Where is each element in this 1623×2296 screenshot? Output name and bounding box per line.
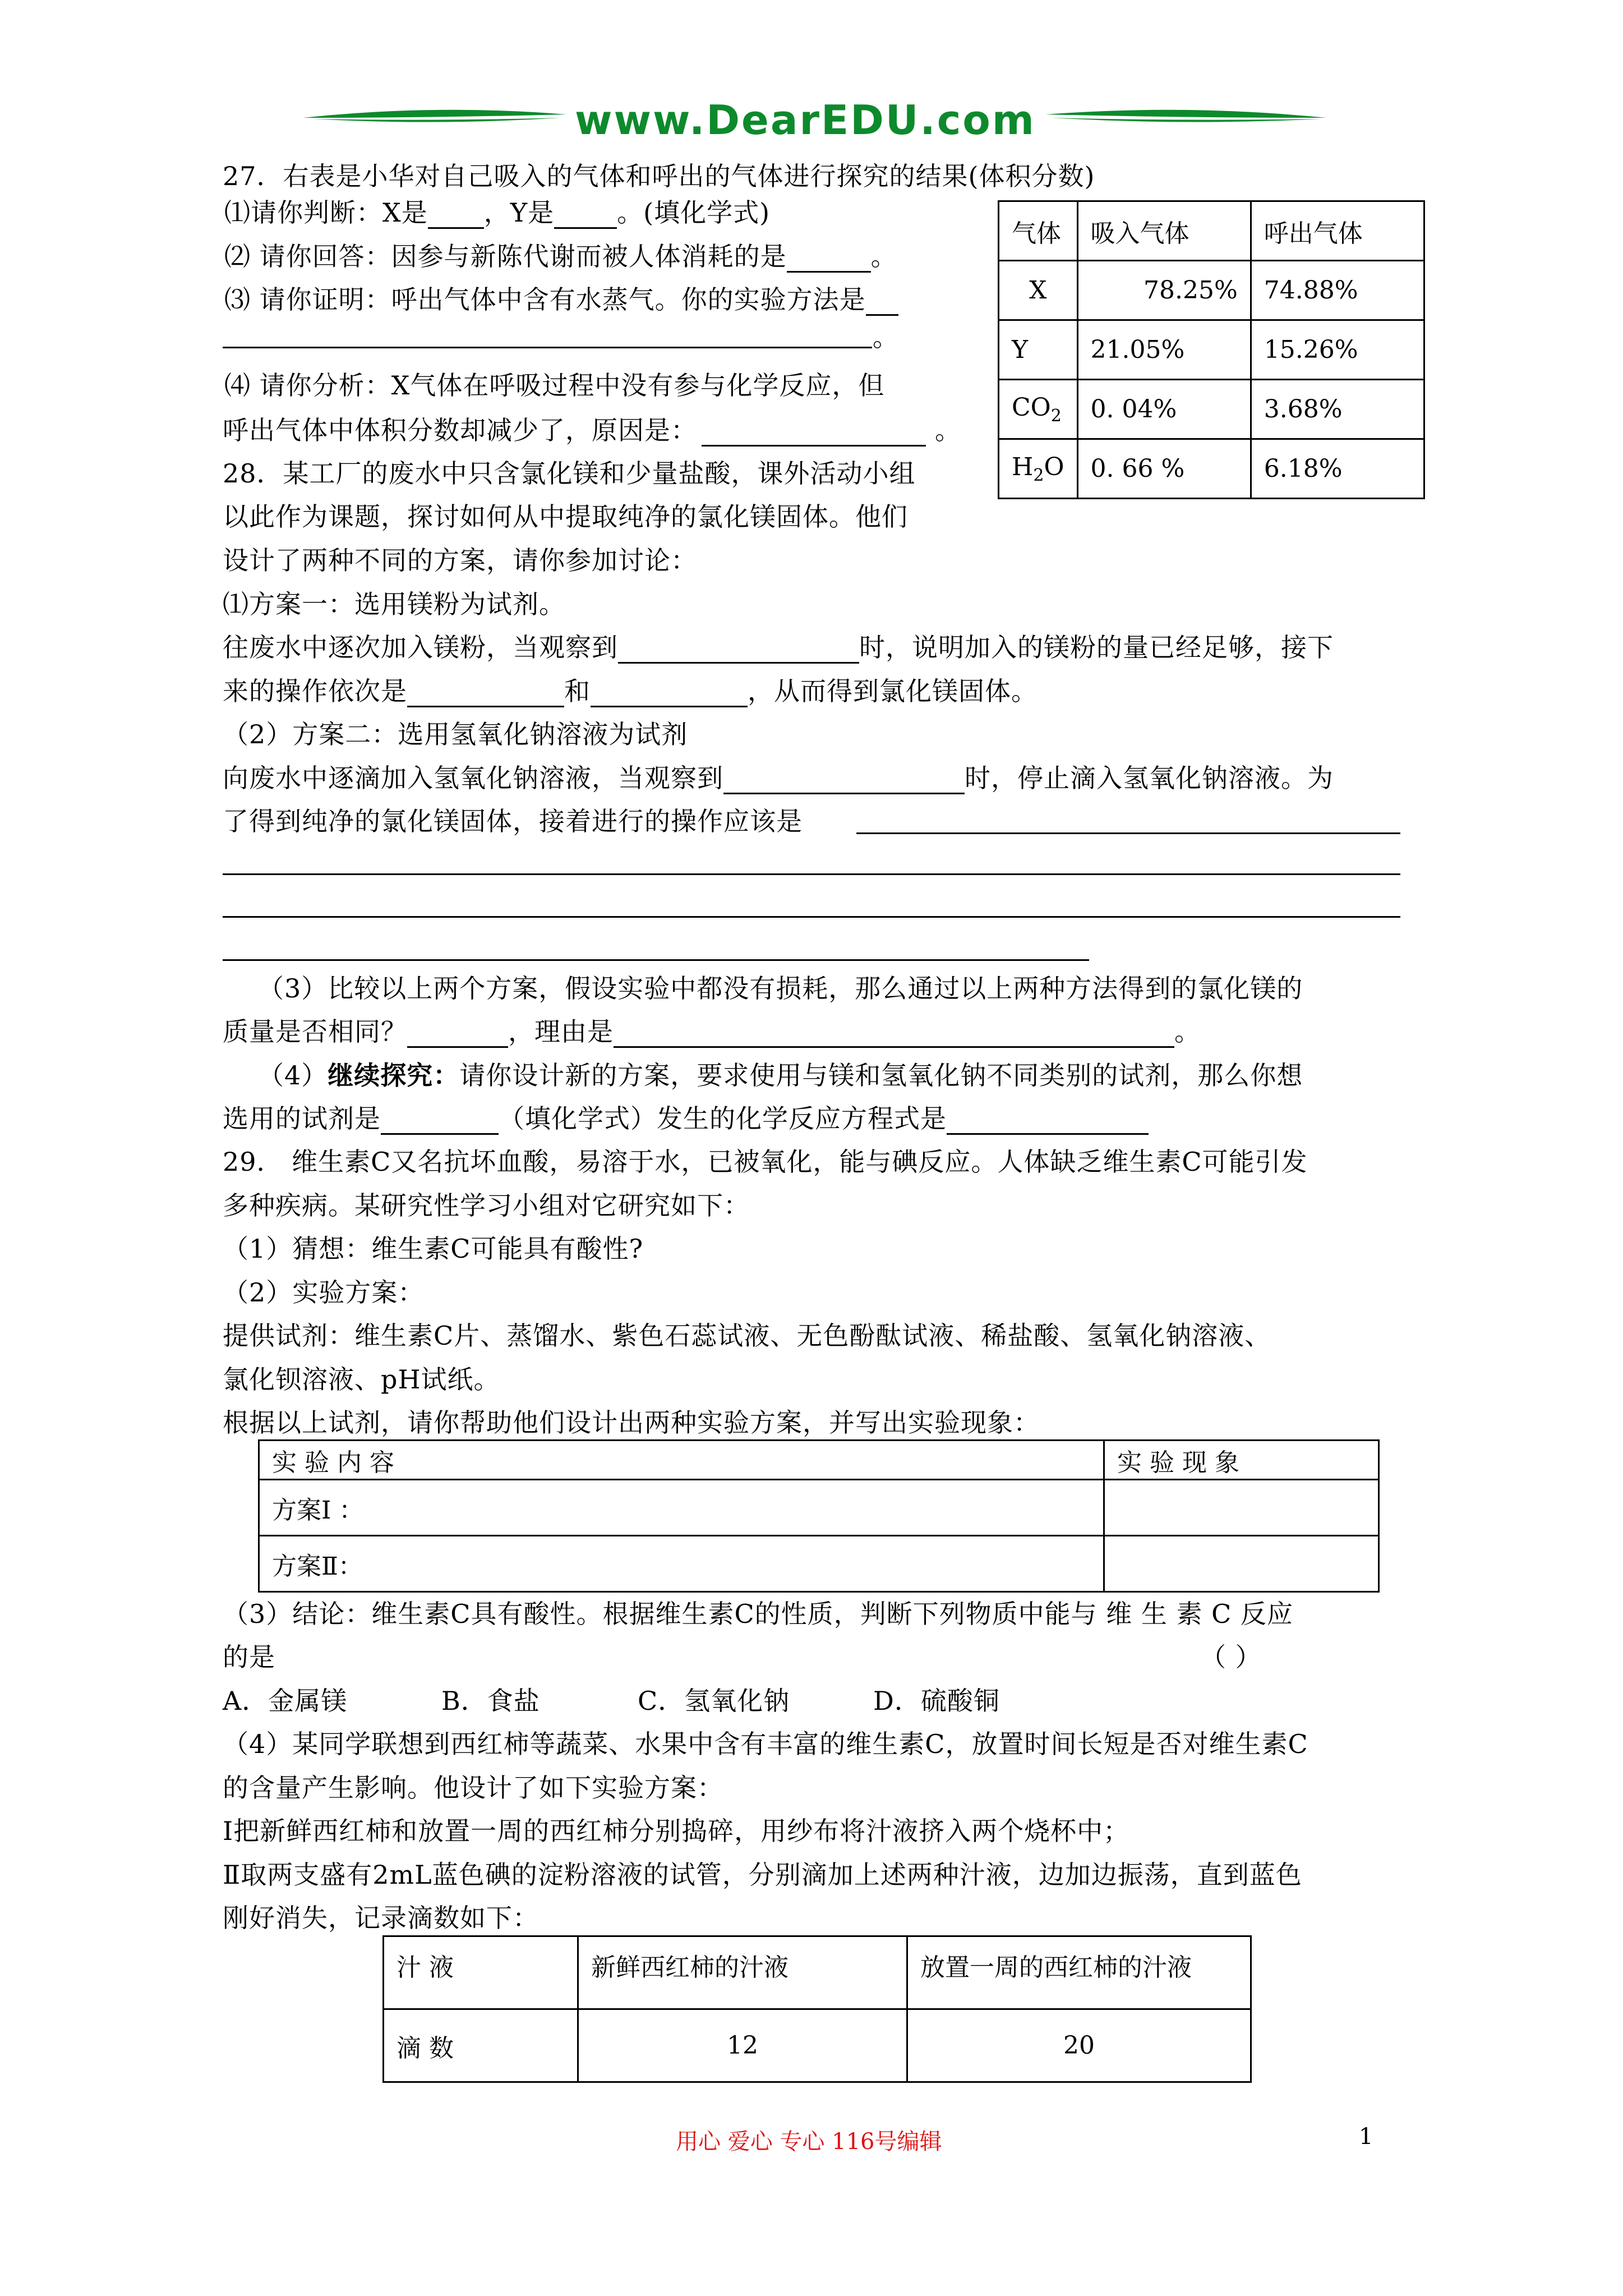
th-week-juice: 放置一周的西红柿的汁液 [907,1936,1251,2009]
q28-compare-line2: 质量是否相同？ ，理由是 。 [223,1016,1201,1047]
q29-plan-title: （2）实验方案： [223,1277,425,1308]
q29-design: 根据以上试剂，请你帮助他们设计出两种实验方案，并写出实验现象： [223,1407,1040,1438]
q29-intro-1: 29． 维生素C又名抗坏血酸，易溶于水，已被氧化，能与碘反应。人体缺乏维生素C可能引发 [223,1147,1308,1177]
plan-1-result [1104,1480,1379,1536]
option-a: A．金属镁 [223,1686,348,1716]
q27-part2: ⑵ 请你回答：因参与新陈代谢而被人体消耗的是 。 [224,241,897,272]
q27-title: 27．右表是小华对自己吸入的气体和呼出的气体进行探究的结果(体积分数) [223,161,1095,191]
q28-intro-1: 28．某工厂的废水中只含氯化镁和少量盐酸，课外活动小组 [223,458,916,489]
header-swoosh-right [1046,101,1326,135]
cell-gas-y: Y [999,320,1078,380]
q29-intro-2: 多种疾病。某研究性学习小组对它研究如下： [223,1190,750,1221]
q28-extend-line1: （4）继续探究：请你设计新的方案，要求使用与镁和氢氧化钠不同类别的试剂，那么你想 [258,1060,1303,1091]
q28-scheme2-line2: 了得到纯净的氯化镁固体，接着进行的操作应该是 [223,806,803,836]
cell-x-exhaled: 74.88% [1251,261,1424,320]
cell-gas-co2: $CO_2$ [999,380,1078,439]
cell-co2-exhaled: 3.68% [1251,380,1424,439]
answer-line [856,832,1400,834]
th-gas: 气体 [999,201,1078,261]
cell-h2o-exhaled: 6.18% [1251,439,1424,499]
th-juice: 汁 液 [384,1936,578,2009]
th-fresh-juice: 新鲜西红柿的汁液 [578,1936,907,2009]
q28-extend-line2: 选用的试剂是 （填化学式）发生的化学反应方程式是 [223,1102,1149,1135]
q28-scheme2-title: （2）方案二：选用氢氧化钠溶液为试剂 [223,719,688,749]
q28-scheme1-line1: 往废水中逐次加入镁粉，当观察到 时，说明加入的镁粉的量已经足够，接下 [223,632,1334,662]
header-swoosh-left [303,101,566,135]
th-experiment-content: 实 验 内 容 [259,1441,1104,1480]
q28-scheme1-line2: 来的操作依次是 和 ，从而得到氯化镁固体。 [223,676,1038,706]
q28-scheme1-title: ⑴方案一：选用镁粉为试剂。 [223,589,565,619]
footer-text: 用心 爱心 专心 116号编辑 [676,2129,942,2155]
q28-scheme2-line1: 向废水中逐滴加入氢氧化钠溶液，当观察到 时，停止滴入氢氧化钠溶液。为 [223,763,1334,793]
q29-guess: （1）猜想：维生素C可能具有酸性? [223,1234,644,1264]
th-experiment-phenomenon: 实 验 现 象 [1104,1441,1379,1480]
q28-intro-3: 设计了两种不同的方案，请你参加讨论： [223,545,697,576]
q28-intro-2: 以此作为课题，探讨如何从中提取纯净的氯化镁固体。他们 [223,501,908,532]
cell-x-inhaled: 78.25% [1077,261,1251,320]
q28-compare-line1: （3）比较以上两个方案，假设实验中都没有损耗，那么通过以上两种方法得到的氯化镁的 [258,973,1303,1004]
answer-line [223,873,1400,875]
q29-step2-1: Ⅱ取两支盛有2mL蓝色碘的淀粉溶液的试管，分别滴加上述两种汁液，边加边振荡，直到蓝色 [223,1860,1302,1890]
experiment-plan-table [258,1439,1380,1593]
q29-step1: Ⅰ把新鲜西红柿和放置一周的西红柿分别捣碎，用纱布将汁液挤入两个烧杯中； [223,1816,1130,1846]
answer-line [223,347,872,348]
breath-gas-table [998,200,1425,499]
q27-part4-line1: ⑷ 请你分析：X气体在呼吸过程中没有参与化学反应，但 [224,370,885,401]
th-exhaled: 呼出气体 [1251,201,1424,261]
q29-conclusion-1: （3）结论：维生素C具有酸性。根据维生素C的性质，判断下列物质中能与 维 生 素 C 反应 [223,1599,1293,1629]
plan-1-label: 方案Ⅰ ： [259,1480,1104,1536]
q27-part1: ⑴请你判断：X是 ，Y是 。(填化学式) [224,197,771,228]
th-inhaled: 吸入气体 [1077,201,1251,261]
answer-line [223,916,1400,918]
q29-conclusion-2: 的是 [223,1642,275,1672]
q29-reagents-2: 氯化钡溶液、pH试纸。 [223,1364,500,1395]
q27-part3: ⑶ 请你证明：呼出气体中含有水蒸气。你的实验方法是 [224,283,898,316]
q27-part3-end: 。 [873,322,899,352]
cell-y-exhaled: 15.26% [1251,320,1424,380]
answer-paren: （ ） [1200,1642,1262,1672]
q29-reagents-1: 提供试剂：维生素C片、蒸馏水、紫色石蕊试液、无色酚酞试液、稀盐酸、氢氧化钠溶液、 [223,1320,1271,1351]
q29-part4-2: 的含量产生影响。他设计了如下实验方案： [223,1773,723,1803]
cell-co2-inhaled: 0. 04% [1077,380,1251,439]
q27-part4-line2: 呼出气体中体积分数却减少了，原因是： 。 [223,415,961,445]
answer-line [223,959,1089,961]
option-b: B．食盐 [441,1686,540,1716]
option-c: C．氢氧化钠 [638,1686,790,1716]
fresh-drops-value: 12 [578,2009,907,2082]
cell-gas-h2o: $H_2O$ [999,439,1078,499]
site-logo: www.DearEDU.com [575,96,1036,144]
page-number: 1 [1359,2124,1373,2150]
cell-y-inhaled: 21.05% [1077,320,1251,380]
plan-2-label: 方案Ⅱ： [259,1536,1104,1592]
plan-2-result [1104,1536,1379,1592]
cell-h2o-inhaled: 0. 66 % [1077,439,1251,499]
row-drops-label: 滴 数 [384,2009,578,2082]
q29-part4-1: （4）某同学联想到西红柿等蔬菜、水果中含有丰富的维生素C，放置时间长短是否对维生素C [223,1729,1308,1759]
week-drops-value: 20 [907,2009,1251,2082]
cell-gas-x: X [999,261,1078,320]
option-d: D．硫酸铜 [873,1686,1000,1716]
drops-table [382,1935,1252,2083]
q29-step2-2: 刚好消失，记录滴数如下： [223,1903,539,1933]
